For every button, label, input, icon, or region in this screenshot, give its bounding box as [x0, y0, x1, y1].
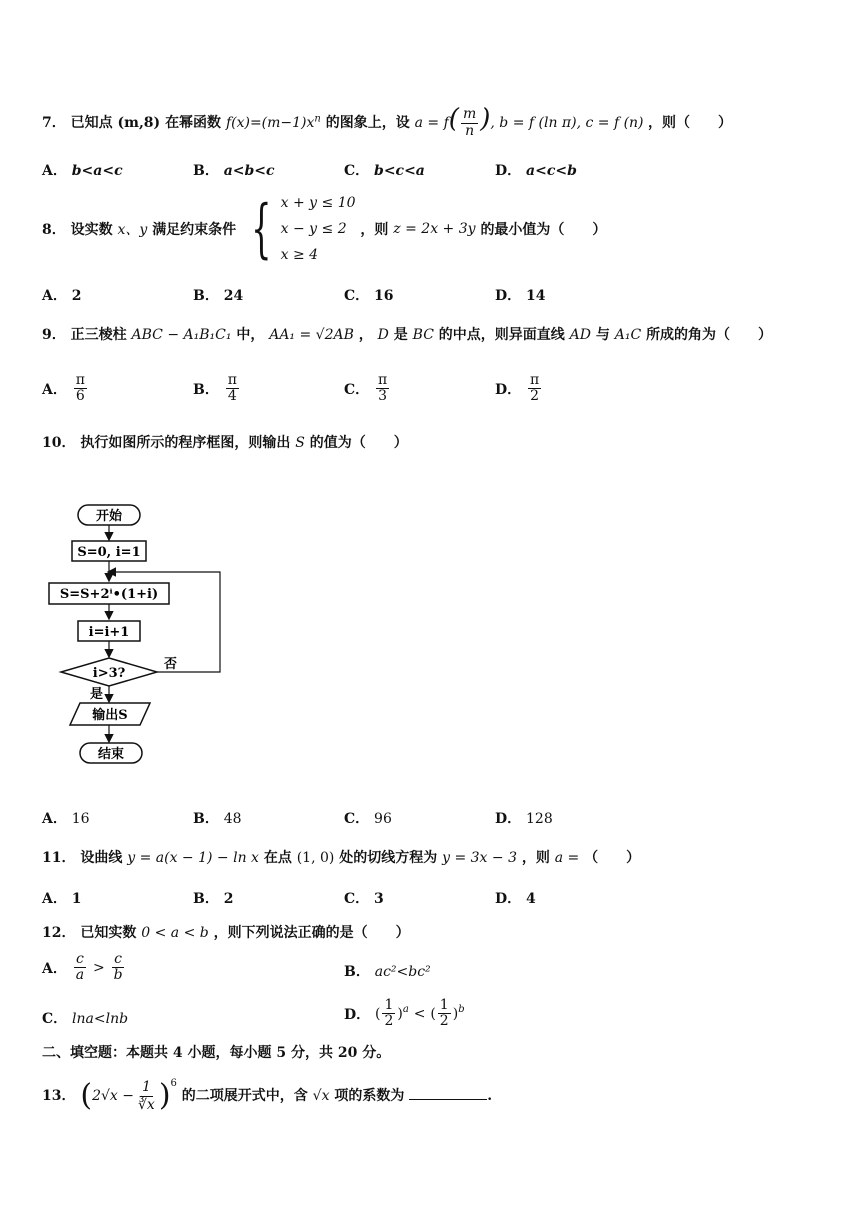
q9-text-f: 与 [595, 327, 610, 343]
flow-output-label: 输出S [92, 708, 128, 723]
q11-text-d: ，则 [521, 850, 550, 866]
flow-no-label: 否 [164, 657, 178, 672]
q13-text-a: 的二项展开式中，含 [181, 1088, 308, 1104]
q9-option-c[interactable]: C． $\frac{\pi}{3}$ [344, 372, 388, 405]
flow-decision-label: i>3? [92, 666, 126, 681]
question-7 [42, 103, 732, 139]
flow-yes-label: 是 [90, 687, 104, 702]
q8-expr: z = 2x + 3y [393, 221, 476, 237]
q10-option-c[interactable]: C． 96 [344, 811, 392, 827]
q10-option-b[interactable]: B． 48 [193, 811, 242, 827]
flow-inc-label: i=i+1 [88, 625, 130, 640]
q8-number: 8． [42, 222, 66, 238]
question-13 [42, 1075, 492, 1117]
q8-option-d[interactable]: D． 14 [495, 288, 546, 304]
q11-option-d[interactable]: D． 4 [495, 891, 536, 907]
q10-number: 10． [42, 435, 76, 451]
q7-text-c: 的图象上，设 [325, 115, 410, 131]
q12-condition: 0 < a < b [141, 925, 209, 941]
question-9 [42, 324, 772, 344]
q8-constraints: x + y ≤ 10 x − y ≤ 2 x ≥ 4 [280, 195, 356, 263]
q11-tangent: y = 3x − 3 [442, 850, 517, 866]
flow-start-label: 开始 [95, 509, 123, 524]
q9-text-e: 的中点，则异面直线 [438, 327, 565, 343]
question-10 [42, 432, 408, 452]
q7-text-d: ，则（ ） [647, 115, 732, 131]
q9-line-ad: AD [569, 327, 591, 343]
q13-term: √x [312, 1088, 330, 1104]
q9-condition: AA₁ = √2AB [269, 327, 354, 343]
q7-point: (m,8) [117, 115, 161, 131]
q7-text-b: 在幂函数 [165, 115, 222, 131]
q12-number: 12． [42, 925, 76, 941]
q12-option-b[interactable]: B． ac²<bc² [344, 964, 431, 980]
question-11 [42, 847, 640, 867]
q9-text-d: 是 [393, 327, 408, 343]
q11-text-b: 在点 [263, 850, 292, 866]
q12-option-a[interactable]: A． $\frac{c}{a}$ > $\frac{c}{b}$ [42, 951, 123, 984]
q8-text-b: 满足约束条件 [152, 222, 237, 238]
q7-option-d[interactable]: D． a<c<b [495, 163, 577, 179]
q7-definitions: a = f( $\frac{m}{n}$ ), b = f (ln π), c = f (n) [414, 104, 644, 139]
q8-option-b[interactable]: B． 24 [193, 288, 244, 304]
q9-number: 9． [42, 327, 66, 343]
question-8 [42, 190, 606, 268]
q11-text-c: 处的切线方程为 [339, 850, 438, 866]
q12-text-a: 已知实数 [80, 925, 137, 941]
q10-var-s: S [295, 435, 305, 451]
q11-option-c[interactable]: C． 3 [344, 891, 384, 907]
q9-point-d: D [377, 327, 389, 343]
q12-option-d[interactable]: D． ( $\frac{1}{2}$ )$^a$ < ( $\frac{1}{2}$ )$^b$ [344, 997, 465, 1030]
q13-number: 13． [42, 1088, 76, 1104]
q7-option-b[interactable]: B． a<b<c [193, 163, 275, 179]
q8-brace: { [251, 192, 272, 266]
flow-step-label: S=S+2ⁱ•(1+i) [59, 587, 159, 602]
q7-number: 7． [42, 115, 66, 131]
q11-point: (1, 0) [296, 850, 335, 866]
section-2-heading: 二、填空题：本题共 4 小题，每小题 5 分，共 20 分。 [42, 1045, 391, 1061]
flow-init-label: S=0, i=1 [77, 545, 141, 560]
q8-vars: x、y [117, 222, 148, 238]
q9-segment-bc: BC [412, 327, 434, 343]
q10-text: 执行如图所示的程序框图，则输出 [80, 435, 291, 451]
q11-option-a[interactable]: A． 1 [42, 891, 82, 907]
q9-text-a: 正三棱柱 [70, 327, 127, 343]
question-12 [42, 922, 410, 942]
q10-option-a[interactable]: A． 16 [42, 811, 90, 827]
q12-option-c[interactable]: C． lna<lnb [42, 1011, 129, 1027]
q13-answer-blank[interactable] [409, 1099, 487, 1100]
q8-option-c[interactable]: C． 16 [344, 288, 394, 304]
q12-text-b: ，则下列说法正确的是（ ） [213, 925, 410, 941]
q9-text-c: ， [358, 327, 373, 343]
q9-text-g: 所成的角为（ ） [646, 327, 773, 343]
q10-option-d[interactable]: D． 128 [495, 811, 553, 827]
q10-text-b: 的值为（ ） [309, 435, 408, 451]
q11-curve: y = a(x − 1) − ln x [127, 850, 259, 866]
q11-option-b[interactable]: B． 2 [193, 891, 234, 907]
q11-text-e: （ ） [584, 850, 641, 866]
q8-text-d: 的最小值为（ ） [480, 222, 607, 238]
q8-option-a[interactable]: A． 2 [42, 288, 82, 304]
flowchart [40, 498, 240, 778]
q9-text-b: 中， [236, 327, 265, 343]
q9-option-a[interactable]: A． $\frac{\pi}{6}$ [42, 372, 85, 405]
q7-function: $f(x)=(m-1)x^n$ [225, 113, 321, 131]
q13-expression: (2√x − $\frac{1}{∛x}$ )$^6$ [80, 1078, 177, 1113]
q9-option-d[interactable]: D． $\frac{\pi}{2}$ [495, 372, 540, 405]
q13-text-b: 项的系数为 [334, 1088, 405, 1104]
q7-text-a: 已知点 [70, 115, 113, 131]
q7-option-c[interactable]: C． b<c<a [344, 163, 425, 179]
q13-period: . [487, 1088, 493, 1104]
flow-end-label: 结束 [97, 747, 125, 762]
q8-text-c: ，则 [360, 222, 389, 238]
q11-ask: a = [554, 850, 580, 866]
q7-option-a[interactable]: A． b<a<c [42, 163, 123, 179]
q9-option-b[interactable]: B． $\frac{\pi}{4}$ [193, 372, 237, 405]
q11-text-a: 设曲线 [80, 850, 123, 866]
q8-text-a: 设实数 [70, 222, 113, 238]
q11-number: 11． [42, 850, 76, 866]
q9-prism: ABC − A₁B₁C₁ [131, 327, 232, 343]
q9-line-a1c: A₁C [614, 327, 642, 343]
